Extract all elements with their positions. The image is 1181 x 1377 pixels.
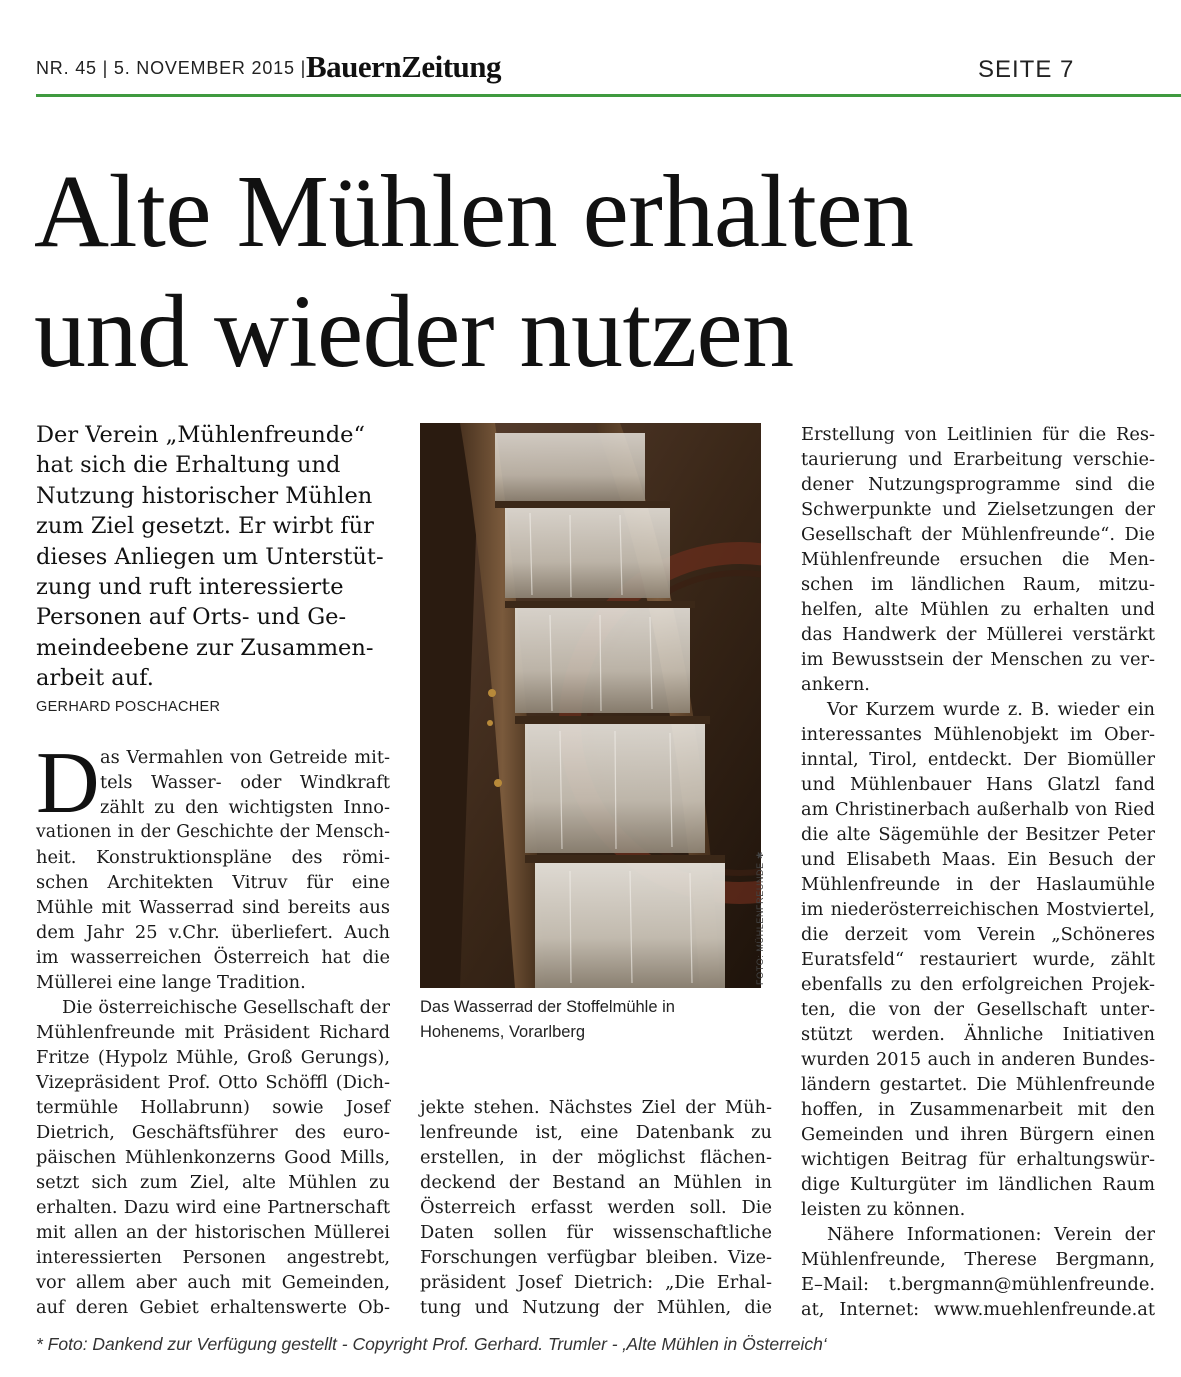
text-line: interessierten Personen angestrebt, xyxy=(36,1247,390,1268)
text-line: jekte stehen. Nächstes Ziel der Müh- xyxy=(420,1097,772,1118)
text-line: Mühlenfreunde ersuchen die Men- xyxy=(801,549,1155,570)
caption-line: Das Wasserrad der Stoffelmühle in xyxy=(420,998,675,1016)
headline-line-2: und wieder nutzen xyxy=(34,274,794,389)
text-line: setzt sich zum Ziel, alte Mühlen zu xyxy=(36,1172,390,1193)
text-line: schen Architekten Vitruv für eine xyxy=(36,872,390,893)
text-line: helfen, alte Mühlen zu erhalten und xyxy=(801,599,1155,620)
text-line: Vor Kurzem wurde z. B. wieder ein xyxy=(827,699,1155,720)
column-2-body xyxy=(420,1095,772,1320)
text-line: zählt zu den wichtigsten Inno- xyxy=(100,797,390,818)
text-line: Daten sollen für wissenschaftliche xyxy=(420,1222,772,1243)
text-line: wichtigen Beitrag für erhaltungswür- xyxy=(801,1149,1155,1170)
text-line: deckend der Bestand an Mühlen in xyxy=(420,1172,772,1193)
column-3-body xyxy=(801,422,1155,1322)
text-line: Dietrich, Geschäftsführer des euro- xyxy=(36,1122,390,1143)
text-line: erstellen, in der möglichst flächen- xyxy=(420,1147,772,1168)
text-line: Schwerpunkte und Zielsetzungen der xyxy=(801,499,1155,520)
caption-line: Hohenems, Vorarlberg xyxy=(420,1023,586,1041)
text-line: tels Wasser- oder Windkraft xyxy=(100,772,390,793)
lead-line: Nutzung historischer Mühlen xyxy=(36,482,373,509)
text-line: Müllerei eine lange Tradition. xyxy=(36,972,306,993)
text-line: vationen in der Geschichte der Mensch- xyxy=(36,822,390,842)
water-wheel-photo xyxy=(420,423,761,988)
text-line: Forschungen verfügbar bleiben. Vize- xyxy=(420,1247,772,1268)
text-line: im wasserreichen Österreich hat die xyxy=(36,947,390,968)
text-line: dener Nutzungsprogramme sind die xyxy=(801,474,1155,495)
column-1-body xyxy=(36,820,390,1320)
text-line: ländern gestartet. Die Mühlenfreunde xyxy=(801,1074,1155,1095)
text-line: dem Jahr 25 v.Chr. überliefert. Auch xyxy=(36,922,390,943)
text-line: erhalten. Dazu wird eine Partnerschaft xyxy=(36,1197,390,1218)
article-lead xyxy=(36,420,396,694)
photo-credit: FOTO: MÜHLENFREUNDE ✱ xyxy=(755,851,765,985)
article-headline xyxy=(34,152,1154,392)
text-line: E–Mail: t.bergmann@mühlenfreunde. xyxy=(801,1274,1155,1295)
text-line: heit. Konstruktionspläne des römi- xyxy=(36,847,390,868)
column-1-dropcap-block xyxy=(100,745,390,820)
text-line: Mühle mit Wasserrad sind bereits aus xyxy=(36,897,390,918)
text-line: at, Internet: www.muehlenfreunde.at xyxy=(801,1299,1155,1320)
text-line: Die österreichische Gesellschaft der xyxy=(62,997,390,1018)
lead-line: hat sich die Erhaltung und xyxy=(36,452,341,479)
text-line: Euratsfeld“ restauriert wurde, zählt xyxy=(801,949,1155,970)
text-line: im niederösterreichischen Mostviertel, xyxy=(801,899,1155,920)
author-byline: GERHARD POSCHACHER xyxy=(36,699,221,715)
text-line: Mühlenfreunde mit Präsident Richard xyxy=(36,1022,390,1043)
issue-info: NR. 45 | 5. NOVEMBER 2015 | xyxy=(36,58,307,78)
text-line: Nähere Informationen: Verein der xyxy=(827,1224,1155,1245)
lead-line: meindeebene zur Zusammen- xyxy=(36,634,374,661)
lead-line: Der Verein „Mühlenfreunde“ xyxy=(36,422,365,448)
text-line: taurierung und Erarbeitung verschie- xyxy=(801,449,1155,470)
text-line: Erstellung von Leitlinien für die Res- xyxy=(801,424,1155,445)
text-line: das Handwerk der Müllerei verstärkt xyxy=(801,624,1155,645)
water-wheel-illustration xyxy=(420,423,761,988)
text-line: im Bewusstsein der Menschen zu ver- xyxy=(801,649,1155,670)
text-line: lenfreunde ist, eine Datenbank zu xyxy=(420,1122,772,1143)
text-line: inntal, Tirol, entdeckt. Der Biomüller xyxy=(801,749,1155,770)
text-line: ten, die von der Gesellschaft unter- xyxy=(801,999,1155,1020)
text-line: as Vermahlen von Getreide mit- xyxy=(100,747,390,768)
text-line: Österreich erfasst werden soll. Die xyxy=(420,1197,772,1218)
text-line: Vizepräsident Prof. Otto Schöffl (Dich- xyxy=(36,1072,390,1093)
text-line: termühle Hollabrunn) sowie Josef xyxy=(36,1097,390,1118)
text-line: leisten zu können. xyxy=(801,1199,966,1220)
text-line: und Mühlenbauer Hans Glatzl fand xyxy=(801,774,1155,795)
text-line: interessantes Mühlenobjekt im Ober- xyxy=(801,724,1155,745)
text-line: stützt werden. Ähnliche Initiativen xyxy=(801,1024,1155,1045)
lead-line: Personen auf Orts- und Ge- xyxy=(36,604,347,631)
page-header xyxy=(36,48,1181,97)
newspaper-logo: BauernZeitung xyxy=(306,49,502,84)
headline-line-1: Alte Mühlen erhalten xyxy=(34,154,914,269)
text-line: Gemeinden und ihren Bürgern einen xyxy=(801,1124,1155,1145)
text-line: die alte Sägemühle der Besitzer Peter xyxy=(801,824,1155,845)
text-line: auf deren Gebiet erhaltenswerte Ob- xyxy=(36,1297,390,1318)
photo-caption xyxy=(420,995,765,1045)
text-line: Mühlenfreunde in der Haslaumühle xyxy=(801,874,1155,895)
text-line: Mühlenfreunde, Therese Bergmann, xyxy=(801,1249,1155,1270)
text-line: ebenfalls zu den erfolgreichen Projek- xyxy=(801,974,1155,995)
text-line: die derzeit vom Verein „Schöneres xyxy=(801,924,1155,945)
text-line: Fritze (Hypolz Mühle, Groß Gerungs), xyxy=(36,1047,390,1068)
lead-line: zung und ruft interessierte xyxy=(36,574,344,601)
text-line: wurden 2015 auch in anderen Bundes- xyxy=(801,1049,1155,1070)
text-line: ankern. xyxy=(801,674,870,695)
text-line: dige Kulturgüter im ländlichen Raum xyxy=(801,1174,1155,1195)
lead-line: dieses Anliegen um Unterstüt- xyxy=(36,543,384,570)
lead-line: zum Ziel gesetzt. Er wirbt für xyxy=(36,513,374,540)
text-line: tung und Nutzung der Mühlen, die xyxy=(420,1297,772,1318)
photo-copyright-note: * Foto: Dankend zur Verfügung gestellt - Copyright Prof. Gerhard. Trumler - ‚Alte Mühlen in Österreich‘ xyxy=(36,1334,827,1354)
text-line: präsident Josef Dietrich: „Die Erhal- xyxy=(420,1272,772,1293)
lead-line: arbeit auf. xyxy=(36,665,154,692)
text-line: päischen Mühlenkonzerns Good Mills, xyxy=(36,1147,390,1168)
text-line: am Christinerbach außerhalb von Ried xyxy=(801,799,1155,820)
text-line: und Elisabeth Maas. Ein Besuch der xyxy=(801,849,1155,870)
text-line: hoffen, in Zusammenarbeit mit den xyxy=(801,1099,1155,1120)
text-line: mit allen an der historischen Müllerei xyxy=(36,1222,390,1243)
drop-cap: D xyxy=(36,735,100,832)
text-line: vor allem aber auch mit Gemeinden, xyxy=(36,1272,390,1293)
text-line: Gesellschaft der Mühlenfreunde“. Die xyxy=(801,524,1155,545)
text-line: schen im ländlichen Raum, mitzu- xyxy=(801,574,1155,595)
page-number: SEITE 7 xyxy=(978,56,1075,83)
